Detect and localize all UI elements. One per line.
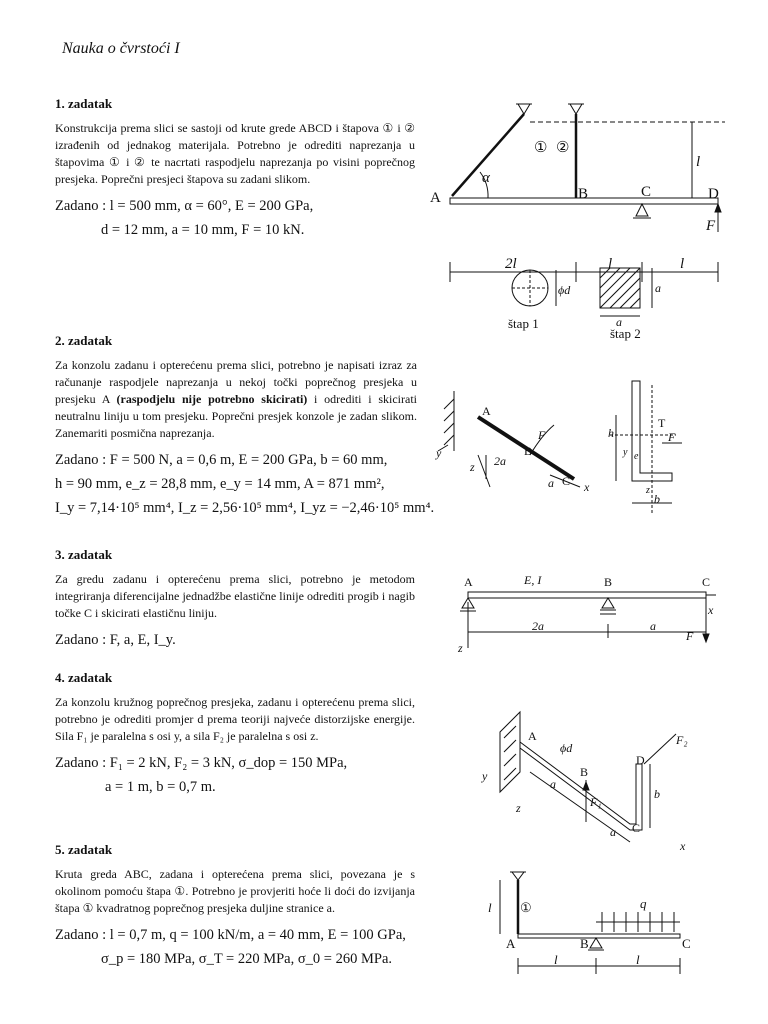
svg-text:D: D — [636, 753, 645, 767]
svg-text:D: D — [708, 186, 719, 202]
svg-text:ϕd: ϕd — [558, 283, 571, 297]
problem-3-given — [55, 628, 415, 652]
svg-text:z: z — [458, 641, 463, 655]
problem-3-title: 3. zadatak — [55, 547, 113, 562]
problem-1 — [55, 96, 415, 242]
problem-1-text: Konstrukcija prema slici se sastoji od krute grede ABCD i štapova ① i ② izrađenih od jednakog materijala. Potrebno je odrediti naprezanja u štapovima ① i ② te nacrtati raspodjelu naprezanja po visini poprečnog presjeka. Poprečni presjeci štapova su zadani slikom. — [55, 121, 415, 186]
svg-text:y: y — [623, 447, 628, 458]
problem-3 — [55, 547, 415, 652]
svg-text:A: A — [430, 190, 441, 206]
problem-2-given — [55, 448, 435, 520]
svg-text:a: a — [610, 825, 616, 839]
problem-2-title: 2. zadatak — [55, 333, 113, 348]
svg-text:l: l — [488, 900, 492, 915]
problem-2 — [55, 333, 435, 520]
page-header: Nauka o čvrstoći I — [62, 40, 180, 57]
figure-4 — [480, 692, 710, 852]
svg-text:l: l — [608, 256, 613, 272]
svg-text:E, I: E, I — [524, 573, 542, 587]
svg-text:a: a — [650, 619, 656, 633]
svg-text:z: z — [516, 801, 521, 815]
svg-text:a: a — [655, 281, 661, 295]
given-line-2: a = 1 m, b = 0,7 m. — [105, 779, 216, 795]
figure-5 — [480, 868, 700, 978]
problem-3-text: Za gredu zadanu i opterećenu prema slici, potrebno je metodom integriranja diferencijalne jednadžbe elastične linije odrediti progib i nagib točke C i skicirati elastičnu liniju. — [55, 572, 415, 620]
svg-text:A: A — [528, 729, 537, 743]
problem-5-given — [55, 923, 415, 971]
svg-text:C: C — [641, 184, 652, 200]
problem-2-text: Za konzolu zadanu i opterećenu prema slici, potrebno je napisati izraz za računanje raspodjele naprezanja u nekoj točki poprečnog presjeka u presjeku A (raspodjelu nije potrebno skicirati) i odrediti i skicirati neutralnu liniju u tom presjeku. Poprečni presjek konzole je zadan slikom. Zanemariti posmična naprezanja. — [55, 358, 417, 440]
svg-text:b: b — [654, 492, 660, 506]
figure-1 — [430, 92, 730, 342]
svg-text:F₁: F₁ — [590, 795, 602, 809]
svg-text:F: F — [686, 629, 694, 643]
svg-text:F: F — [668, 430, 676, 444]
svg-text:F: F — [538, 428, 546, 442]
svg-text:A: A — [506, 936, 516, 951]
svg-text:α: α — [482, 170, 490, 186]
given-line-3: I_y = 7,14·10⁵ mm⁴, I_z = 2,56·10⁵ mm⁴, I_yz = −2,46·10⁵ mm⁴. — [55, 500, 435, 516]
figure-2 — [430, 375, 700, 525]
svg-text:z: z — [646, 485, 650, 496]
svg-text:2a: 2a — [532, 619, 544, 633]
problem-1-title: 1. zadatak — [55, 96, 113, 111]
svg-text:h: h — [608, 426, 614, 440]
given-line-1: Zadano : F₁ = 2 kN, F₂ = 3 kN, σ_dop = 150 MPa, — [55, 755, 348, 771]
svg-text:①: ① — [534, 140, 548, 156]
svg-text:T: T — [658, 416, 666, 430]
svg-text:C: C — [682, 936, 691, 951]
svg-text:A: A — [482, 404, 491, 418]
problem-1-given — [55, 194, 415, 242]
svg-text:štap 2: štap 2 — [610, 326, 641, 341]
problem-5 — [55, 842, 415, 971]
svg-text:a: a — [548, 476, 554, 490]
problem-4 — [55, 670, 415, 799]
svg-text:x: x — [708, 603, 714, 617]
problem-4-given — [55, 751, 415, 799]
svg-text:2a: 2a — [494, 454, 506, 468]
svg-text:②: ② — [556, 140, 570, 156]
problem-4-title: 4. zadatak — [55, 670, 113, 685]
svg-text:C: C — [702, 575, 711, 589]
svg-text:x: x — [680, 839, 686, 852]
given-line-2: d = 12 mm, a = 10 mm, F = 10 kN. — [101, 222, 305, 238]
svg-text:C: C — [562, 474, 571, 488]
svg-text:B: B — [578, 186, 589, 202]
svg-text:C: C — [632, 821, 641, 835]
problem-5-title: 5. zadatak — [55, 842, 113, 857]
figure-3 — [440, 572, 720, 662]
svg-text:F₂: F₂ — [676, 733, 688, 747]
svg-text:a: a — [550, 777, 556, 791]
svg-text:l: l — [554, 952, 558, 967]
svg-text:l: l — [680, 256, 685, 272]
given-line-1: Zadano : l = 0,7 m, q = 100 kN/m, a = 40 mm, E = 100 GPa, — [55, 927, 406, 943]
svg-text:y: y — [436, 446, 442, 460]
svg-text:l: l — [636, 952, 640, 967]
svg-text:y: y — [482, 769, 488, 783]
svg-text:b: b — [654, 787, 660, 801]
svg-text:l: l — [696, 154, 701, 170]
svg-text:x: x — [584, 480, 590, 494]
problem-5-text: Kruta greda ABC, zadana i opterećena prema slici, povezana je s okolinom pomoću štapa ①. Potrebno je provjeriti hoće li doći do izvijanja štapa ① kvadratnog poprečnog presjeka duljine stranice a. — [55, 867, 415, 915]
svg-text:ϕd: ϕd — [560, 741, 573, 755]
svg-text:A: A — [464, 575, 473, 589]
svg-text:B: B — [604, 575, 613, 589]
svg-text:a: a — [616, 315, 622, 329]
given-line-1: Zadano : l = 500 mm, α = 60°, E = 200 GPa, — [55, 198, 314, 214]
svg-text:e: e — [634, 451, 639, 462]
svg-text:štap 1: štap 1 — [508, 316, 539, 331]
svg-text:①: ① — [520, 900, 532, 915]
given-line-2: h = 90 mm, e_z = 28,8 mm, e_y = 14 mm, A = 871 mm², — [55, 476, 385, 492]
given-line-1: Zadano : F, a, E, I_y. — [55, 632, 176, 648]
svg-text:B: B — [580, 936, 589, 951]
svg-text:B: B — [580, 765, 589, 779]
given-line-1: Zadano : F = 500 N, a = 0,6 m, E = 200 GPa, b = 60 mm, — [55, 452, 388, 468]
svg-text:2l: 2l — [505, 256, 517, 272]
svg-text:B: B — [524, 444, 533, 458]
problem-4-text: Za konzolu kružnog poprečnog presjeka, zadanu i opterećenu prema slici, potrebno je odrediti promjer d prema teoriji najveće distorzijske energije. Sila F₁ je paralelna s osi y, a sila F₂ je paralelna s osi z. — [55, 695, 415, 743]
svg-text:q: q — [640, 896, 647, 911]
svg-text:F: F — [706, 218, 716, 234]
given-line-2: σ_p = 180 MPa, σ_T = 220 MPa, σ_0 = 260 MPa. — [101, 951, 393, 967]
svg-text:z: z — [470, 460, 475, 474]
